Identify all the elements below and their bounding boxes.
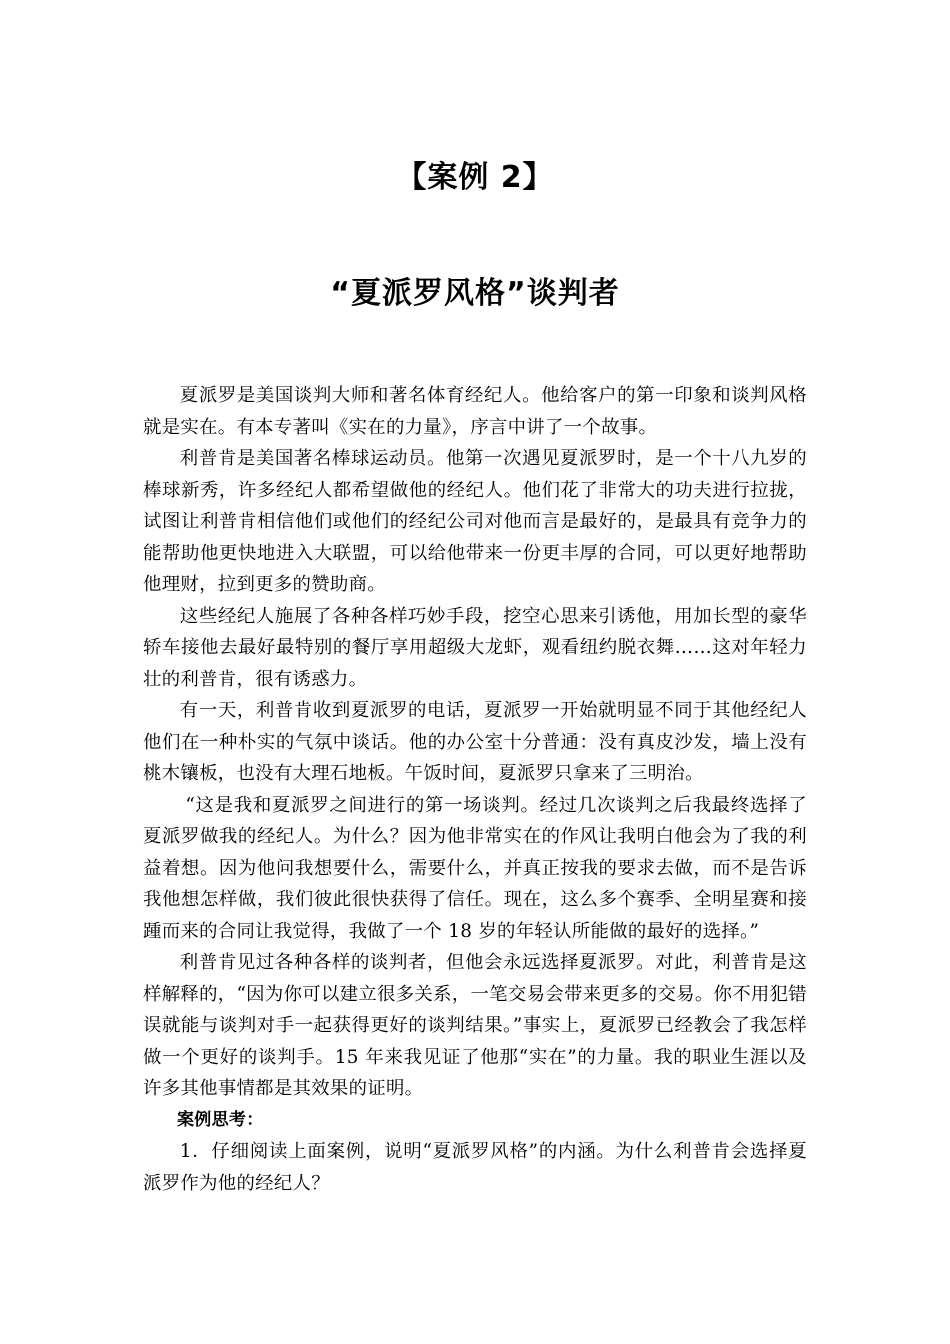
quote-paragraph: “这是我和夏派罗之间进行的第一场谈判。经过几次谈判之后我最终选择了夏派罗做我的经纪人。为什么？因为他非常实在的作风让我明白他会为了我的利益着想。因为他问我想要什么，需要什么，并真正按我的要求去做，而不是告诉我他想怎样做，我们彼此很快获得了信任。现在，这么多个赛季、全明星赛和接踵而来的合同让我觉得，我做了一个 18 岁的年轻认所能做的最好的选择。” <box>143 794 807 942</box>
body-paragraph: 有一天，利普肯收到夏派罗的电话，夏派罗一开始就明显不同于其他经纪人他们在一种朴实的气氛中谈话。他的办公室十分普通：没有真皮沙发，墙上没有桃木镶板，也没有大理石地板。午饭时间，夏派罗只拿来了三明治。 <box>143 700 807 784</box>
body-paragraph: 夏派罗是美国谈判大师和著名体育经纪人。他给客户的第一印象和谈判风格就是实在。有本专著叫《实在的力量》，序言中讲了一个故事。 <box>143 385 807 438</box>
body-paragraph: 这些经纪人施展了各种各样巧妙手段，挖空心思来引诱他，用加长型的豪华轿车接他去最好最特别的餐厅享用超级大龙虾，观看纽约脱衣舞……这对年轻力壮的利普肯，很有诱惑力。 <box>143 605 807 690</box>
body-paragraph: 利普肯是美国著名棒球运动员。他第一次遇见夏派罗时，是一个十八九岁的棒球新秀，许多经纪人都希望做他的经纪人。他们花了非常大的功夫进行拉拢，试图让利普肯相信他们或他们的经纪公司对他而言是最好的，是最具有竞争力的能帮助他更快地进入大联盟，可以给他带来一份更丰厚的合同，可以更好地帮助他理财，拉到更多的赞助商。 <box>143 448 807 595</box>
case-label: 【案例 2】 <box>396 160 554 195</box>
document-title: “夏派罗风格”谈判者 <box>330 276 620 311</box>
body-paragraph: 利普肯见过各种各样的谈判者，但他会永远选择夏派罗。对此，利普肯是这样解释的，“因为你可以建立很多关系，一笔交易会带来更多的交易。你不用犯错误就能与谈判对手一起获得更好的谈判结果。”事实上，夏派罗已经教会了我怎样做一个更好的谈判手。15 年来我见证了他那“实在”的力量。我的职业生涯以及许多其他事情都是其效果的证明。 <box>143 952 807 1099</box>
document-body <box>143 380 807 1199</box>
case-thinking-heading: 案例思考： <box>177 1109 264 1130</box>
question-item: 1．仔细阅读上面案例，说明“夏派罗风格”的内涵。为什么利普肯会选择夏派罗作为他的经纪人？ <box>143 1141 807 1194</box>
